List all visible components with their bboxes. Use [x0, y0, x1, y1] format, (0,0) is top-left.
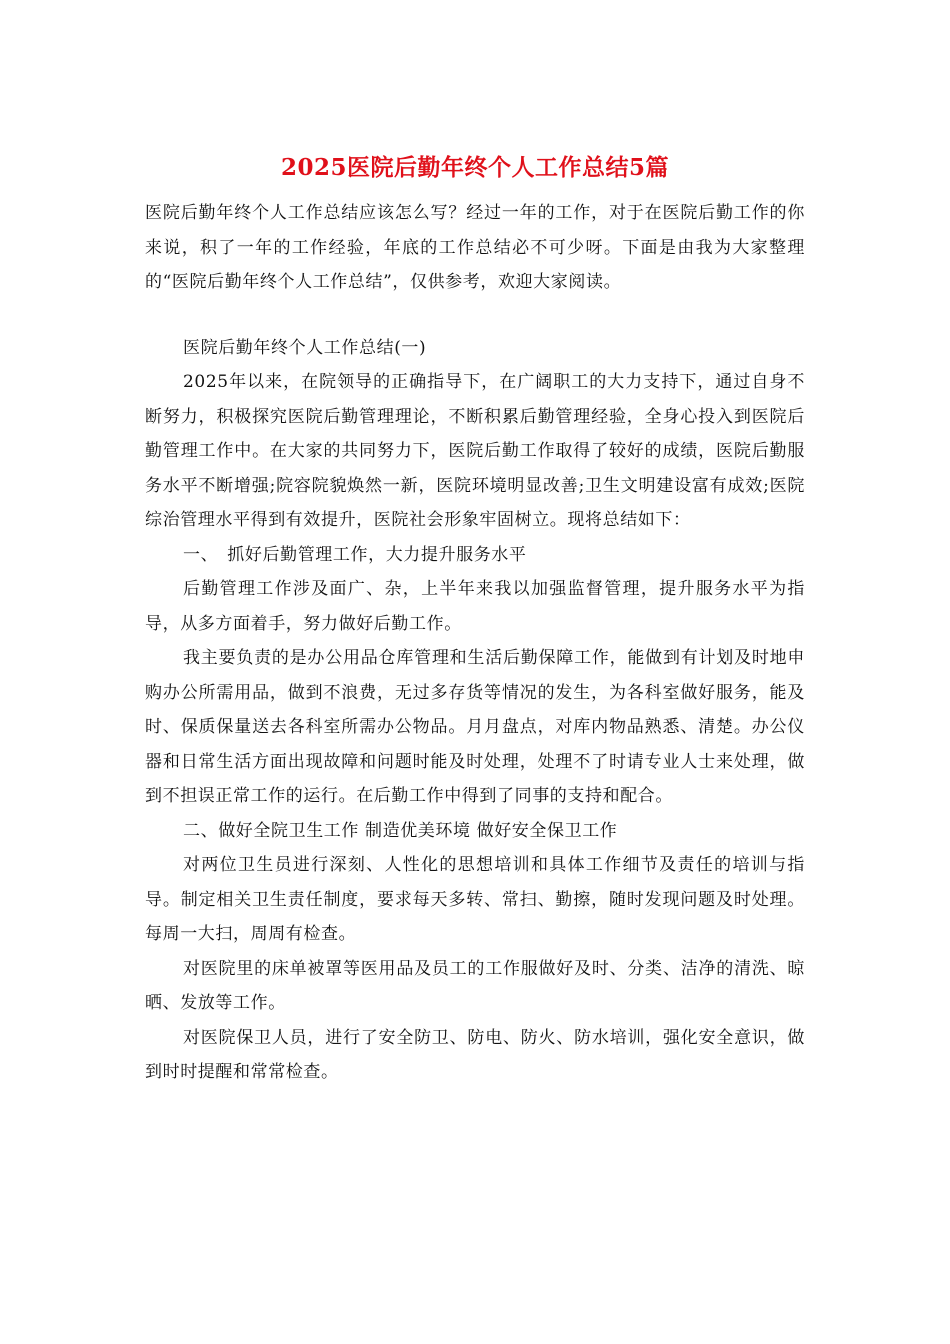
section-heading: 医院后勤年终个人工作总结(一)	[183, 337, 427, 358]
body-paragraph: 对两位卫生员进行深刻、人性化的思想培训和具体工作细节及责任的培训与指导。制定相关卫生责任制度，要求每天多转、常扫、勤擦，随时发现问题及时处理。每周一大扫，周周有检查。	[145, 855, 805, 944]
body-paragraph: 对医院保卫人员，进行了安全防卫、防电、防火、防水培训，强化安全意识，做到时时提醒和常常检查。	[145, 1027, 805, 1082]
body-paragraph: 后勤管理工作涉及面广、杂，上半年来我以加强监督管理，提升服务水平为指导，从多方面着手，努力做好后勤工作。	[145, 579, 805, 634]
document-body	[145, 196, 805, 1090]
body-paragraph: 我主要负责的是办公用品仓库管理和生活后勤保障工作，能做到有计划及时地申购办公所需用品，做到不浪费，无过多存货等情况的发生，为各科室做好服务，能及时、保质保量送去各科室所需办公物品。月月盘点，对库内物品熟悉、清楚。办公仪器和日常生活方面出现故障和问题时能及时处理，处理不了时请专业人士来处理，做到不担误正常工作的运行。在后勤工作中得到了同事的支持和配合。	[145, 648, 805, 806]
subheading: 一、 抓好后勤管理工作，大力提升服务水平	[183, 544, 527, 565]
intro-paragraph: 医院后勤年终个人工作总结应该怎么写？经过一年的工作，对于在医院后勤工作的你来说，积了一年的工作经验，年底的工作总结必不可少呀。下面是由我为大家整理的“医院后勤年终个人工作总结”，仅供参考，欢迎大家阅读。	[145, 203, 805, 292]
document-title: 2025医院后勤年终个人工作总结5篇	[280, 154, 670, 181]
body-paragraph: 对医院里的床单被罩等医用品及员工的工作服做好及时、分类、洁净的清洗、晾晒、发放等工作。	[145, 958, 805, 1013]
body-paragraph: 2025年以来，在院领导的正确指导下，在广阔职工的大力支持下，通过自身不断努力，积极探究医院后勤管理理论，不断积累后勤管理经验，全身心投入到医院后勤管理工作中。在大家的共同努力下，医院后勤工作取得了较好的成绩，医院后勤服务水平不断增强;院容院貌焕然一新，医院环境明显改善;卫生文明建设富有成效;医院综治管理水平得到有效提升，医院社会形象牢固树立。现将总结如下：	[145, 372, 805, 530]
paragraph-gap	[145, 300, 805, 331]
subheading: 二、做好全院卫生工作 制造优美环境 做好安全保卫工作	[183, 820, 618, 841]
